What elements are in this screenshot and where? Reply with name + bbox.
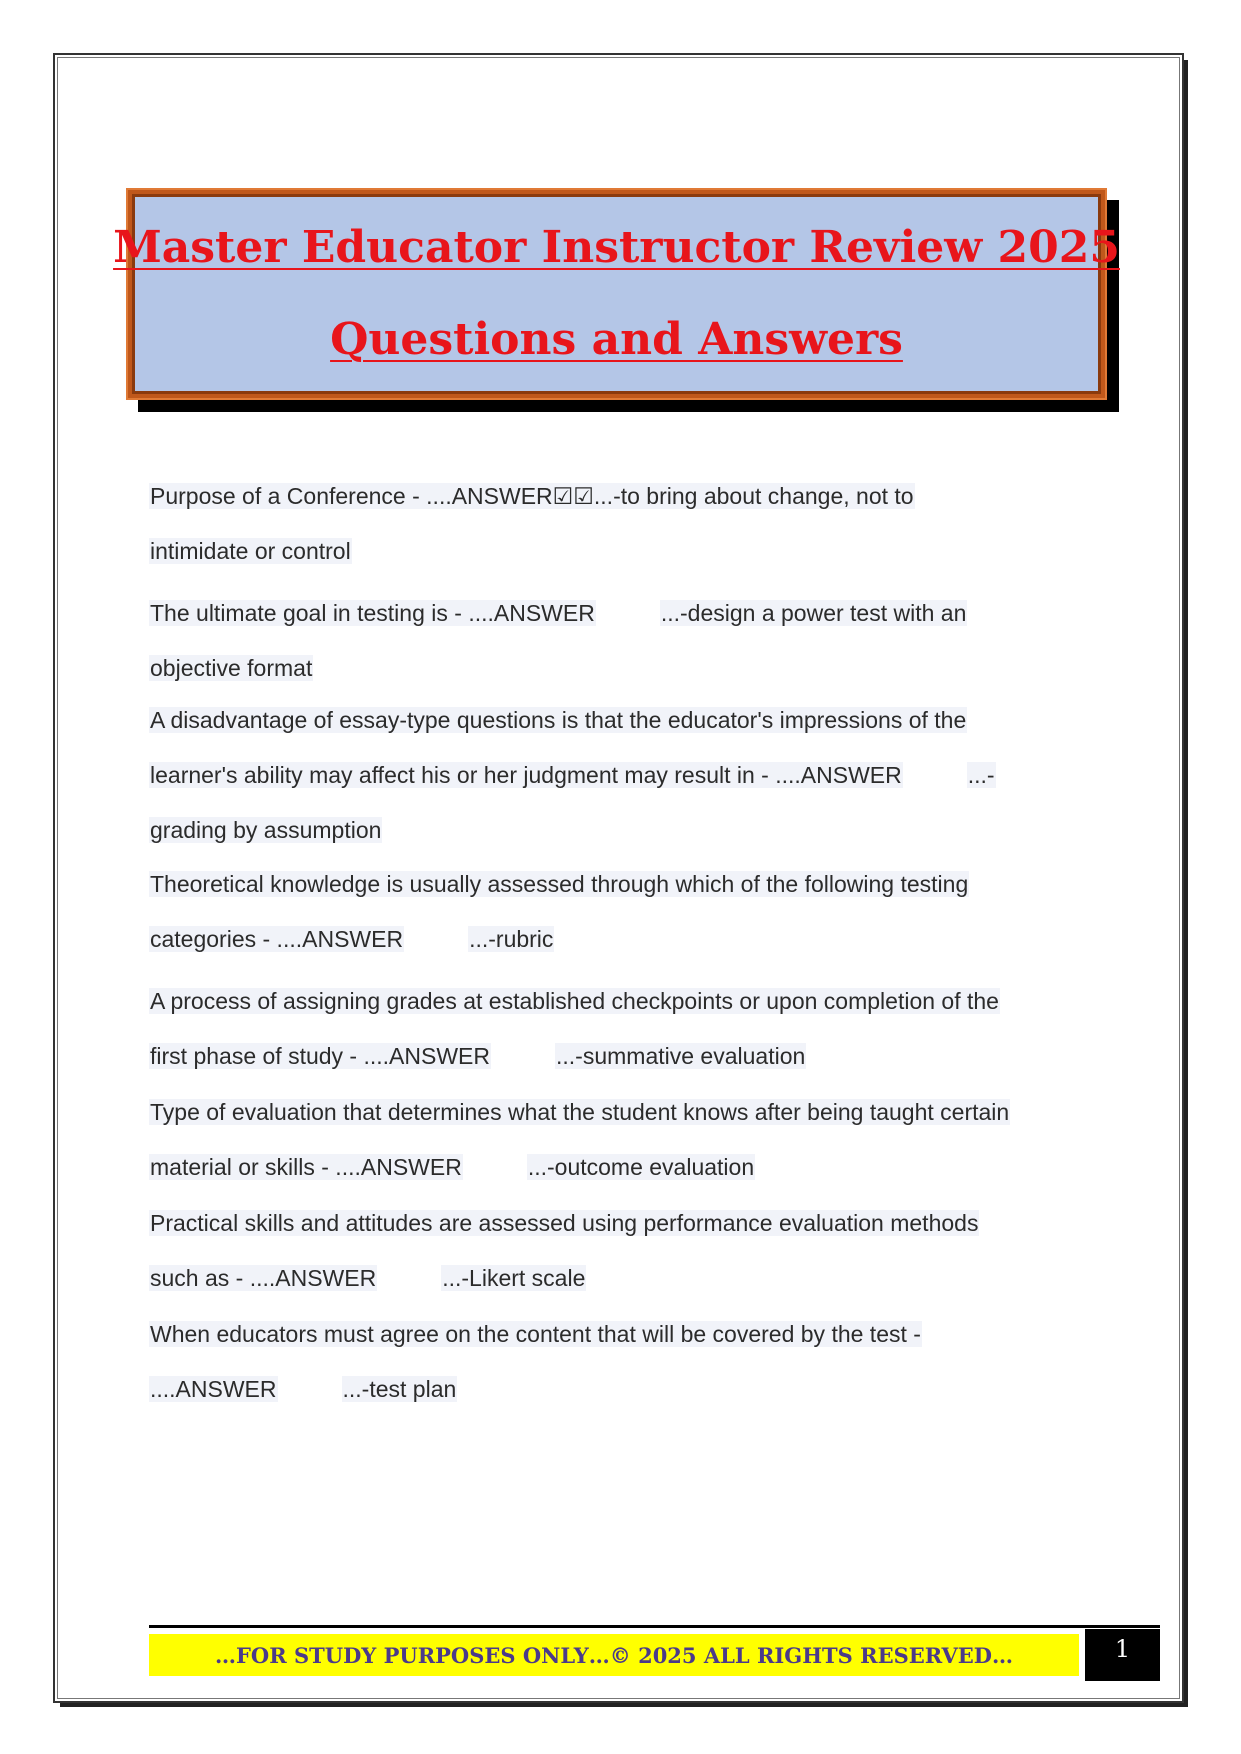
- qa-spacer: [149, 1294, 1079, 1318]
- line-spacer: [149, 1350, 1079, 1373]
- qa-line: [149, 1151, 1079, 1183]
- qa-line-text: Type of evaluation that determines what the student knows after being taught certain: [150, 1099, 1010, 1125]
- qa-line-text: ....ANSWER: [150, 1376, 277, 1402]
- qa-line: [149, 652, 1079, 684]
- qa-line: [149, 1318, 1079, 1350]
- qa-line-text: material or skills - ....ANSWER: [150, 1154, 462, 1180]
- qa-line: [149, 597, 1079, 629]
- qa-line: [149, 704, 1079, 736]
- qa-item: [149, 597, 1079, 684]
- qa-item: [149, 1207, 1079, 1294]
- qa-line: [149, 1096, 1079, 1128]
- line-spacer: [149, 1017, 1079, 1040]
- qa-line: [149, 1373, 1079, 1405]
- qa-line-text: A disadvantage of essay-type questions is that the educator's impressions of the: [150, 707, 967, 733]
- qa-line: [149, 1207, 1079, 1239]
- page-number: 1: [1085, 1629, 1160, 1681]
- qa-line-text: learner's ability may affect his or her judgment may result in - ....ANSWER: [150, 762, 902, 788]
- qa-line: [149, 868, 1079, 900]
- qa-line-text: Purpose of a Conference - ....ANSWER☑☑...-to bring about change, not to: [150, 483, 914, 509]
- answer-text: ...-outcome evaluation: [527, 1154, 755, 1180]
- qa-line-text: When educators must agree on the content that will be covered by the test -: [150, 1321, 921, 1347]
- footer-notice: …FOR STUDY PURPOSES ONLY…© 2025 ALL RIGHTS RESERVED…: [215, 1642, 1013, 1668]
- qa-line: [149, 759, 1079, 791]
- page-shadow-bottom: [60, 1703, 1188, 1707]
- answer-text: ...-rubric: [469, 926, 554, 952]
- qa-line-text: Practical skills and attitudes are assessed using performance evaluation methods: [150, 1210, 979, 1236]
- title-box: [113, 188, 1120, 400]
- qa-line-text: Theoretical knowledge is usually assessed through which of the following testing: [150, 871, 969, 897]
- document-title-line-1: Master Educator Instructor Review 2025: [113, 222, 1120, 273]
- answer-text: ...-Likert scale: [442, 1265, 586, 1291]
- qa-spacer: [149, 1072, 1079, 1096]
- qa-line: [149, 480, 1079, 512]
- qa-line-text: first phase of study - ....ANSWER: [150, 1043, 490, 1069]
- qa-line-text: grading by assumption: [150, 817, 382, 843]
- qa-line: [149, 923, 1079, 955]
- qa-item: [149, 985, 1079, 1072]
- answer-text: ...-summative evaluation: [556, 1043, 806, 1069]
- qa-spacer: [149, 684, 1079, 704]
- line-spacer: [149, 1239, 1079, 1262]
- answer-text: ...-test plan: [342, 1376, 457, 1402]
- qa-line-text: such as - ....ANSWER: [150, 1265, 377, 1291]
- qa-line: [149, 1040, 1079, 1072]
- answer-text: ...-design a power test with an: [660, 600, 967, 626]
- title-box-inner: [113, 194, 1120, 394]
- qa-item: [149, 704, 1079, 846]
- qa-line-text: categories - ....ANSWER: [150, 926, 404, 952]
- qa-list: [149, 480, 1079, 1405]
- qa-line-text: A process of assigning grades at established checkpoints or upon completion of the: [150, 988, 999, 1014]
- qa-line-text: objective format: [150, 655, 313, 681]
- qa-item: [149, 1096, 1079, 1183]
- qa-line: [149, 814, 1079, 846]
- document-title-line-2: Questions and Answers: [330, 314, 903, 365]
- qa-line: [149, 985, 1079, 1017]
- line-spacer: [149, 791, 1079, 814]
- footer-bar: [149, 1634, 1079, 1676]
- qa-line: [149, 535, 1079, 567]
- line-spacer: [149, 900, 1079, 923]
- qa-line-text: The ultimate goal in testing is - ....ANSWER: [150, 600, 595, 626]
- qa-item: [149, 1318, 1079, 1405]
- line-spacer: [149, 1128, 1079, 1151]
- qa-item: [149, 868, 1079, 955]
- qa-line: [149, 1262, 1079, 1294]
- page-shadow-right: [1184, 60, 1188, 1706]
- qa-spacer: [149, 846, 1079, 868]
- line-spacer: [149, 736, 1079, 759]
- qa-spacer: [149, 1183, 1079, 1207]
- line-spacer: [149, 512, 1079, 535]
- footer-rule: [149, 1625, 1160, 1628]
- qa-spacer: [149, 567, 1079, 597]
- qa-item: [149, 480, 1079, 567]
- qa-line-text: intimidate or control: [150, 538, 351, 564]
- answer-text: ...-: [967, 762, 995, 788]
- line-spacer: [149, 629, 1079, 652]
- qa-spacer: [149, 955, 1079, 985]
